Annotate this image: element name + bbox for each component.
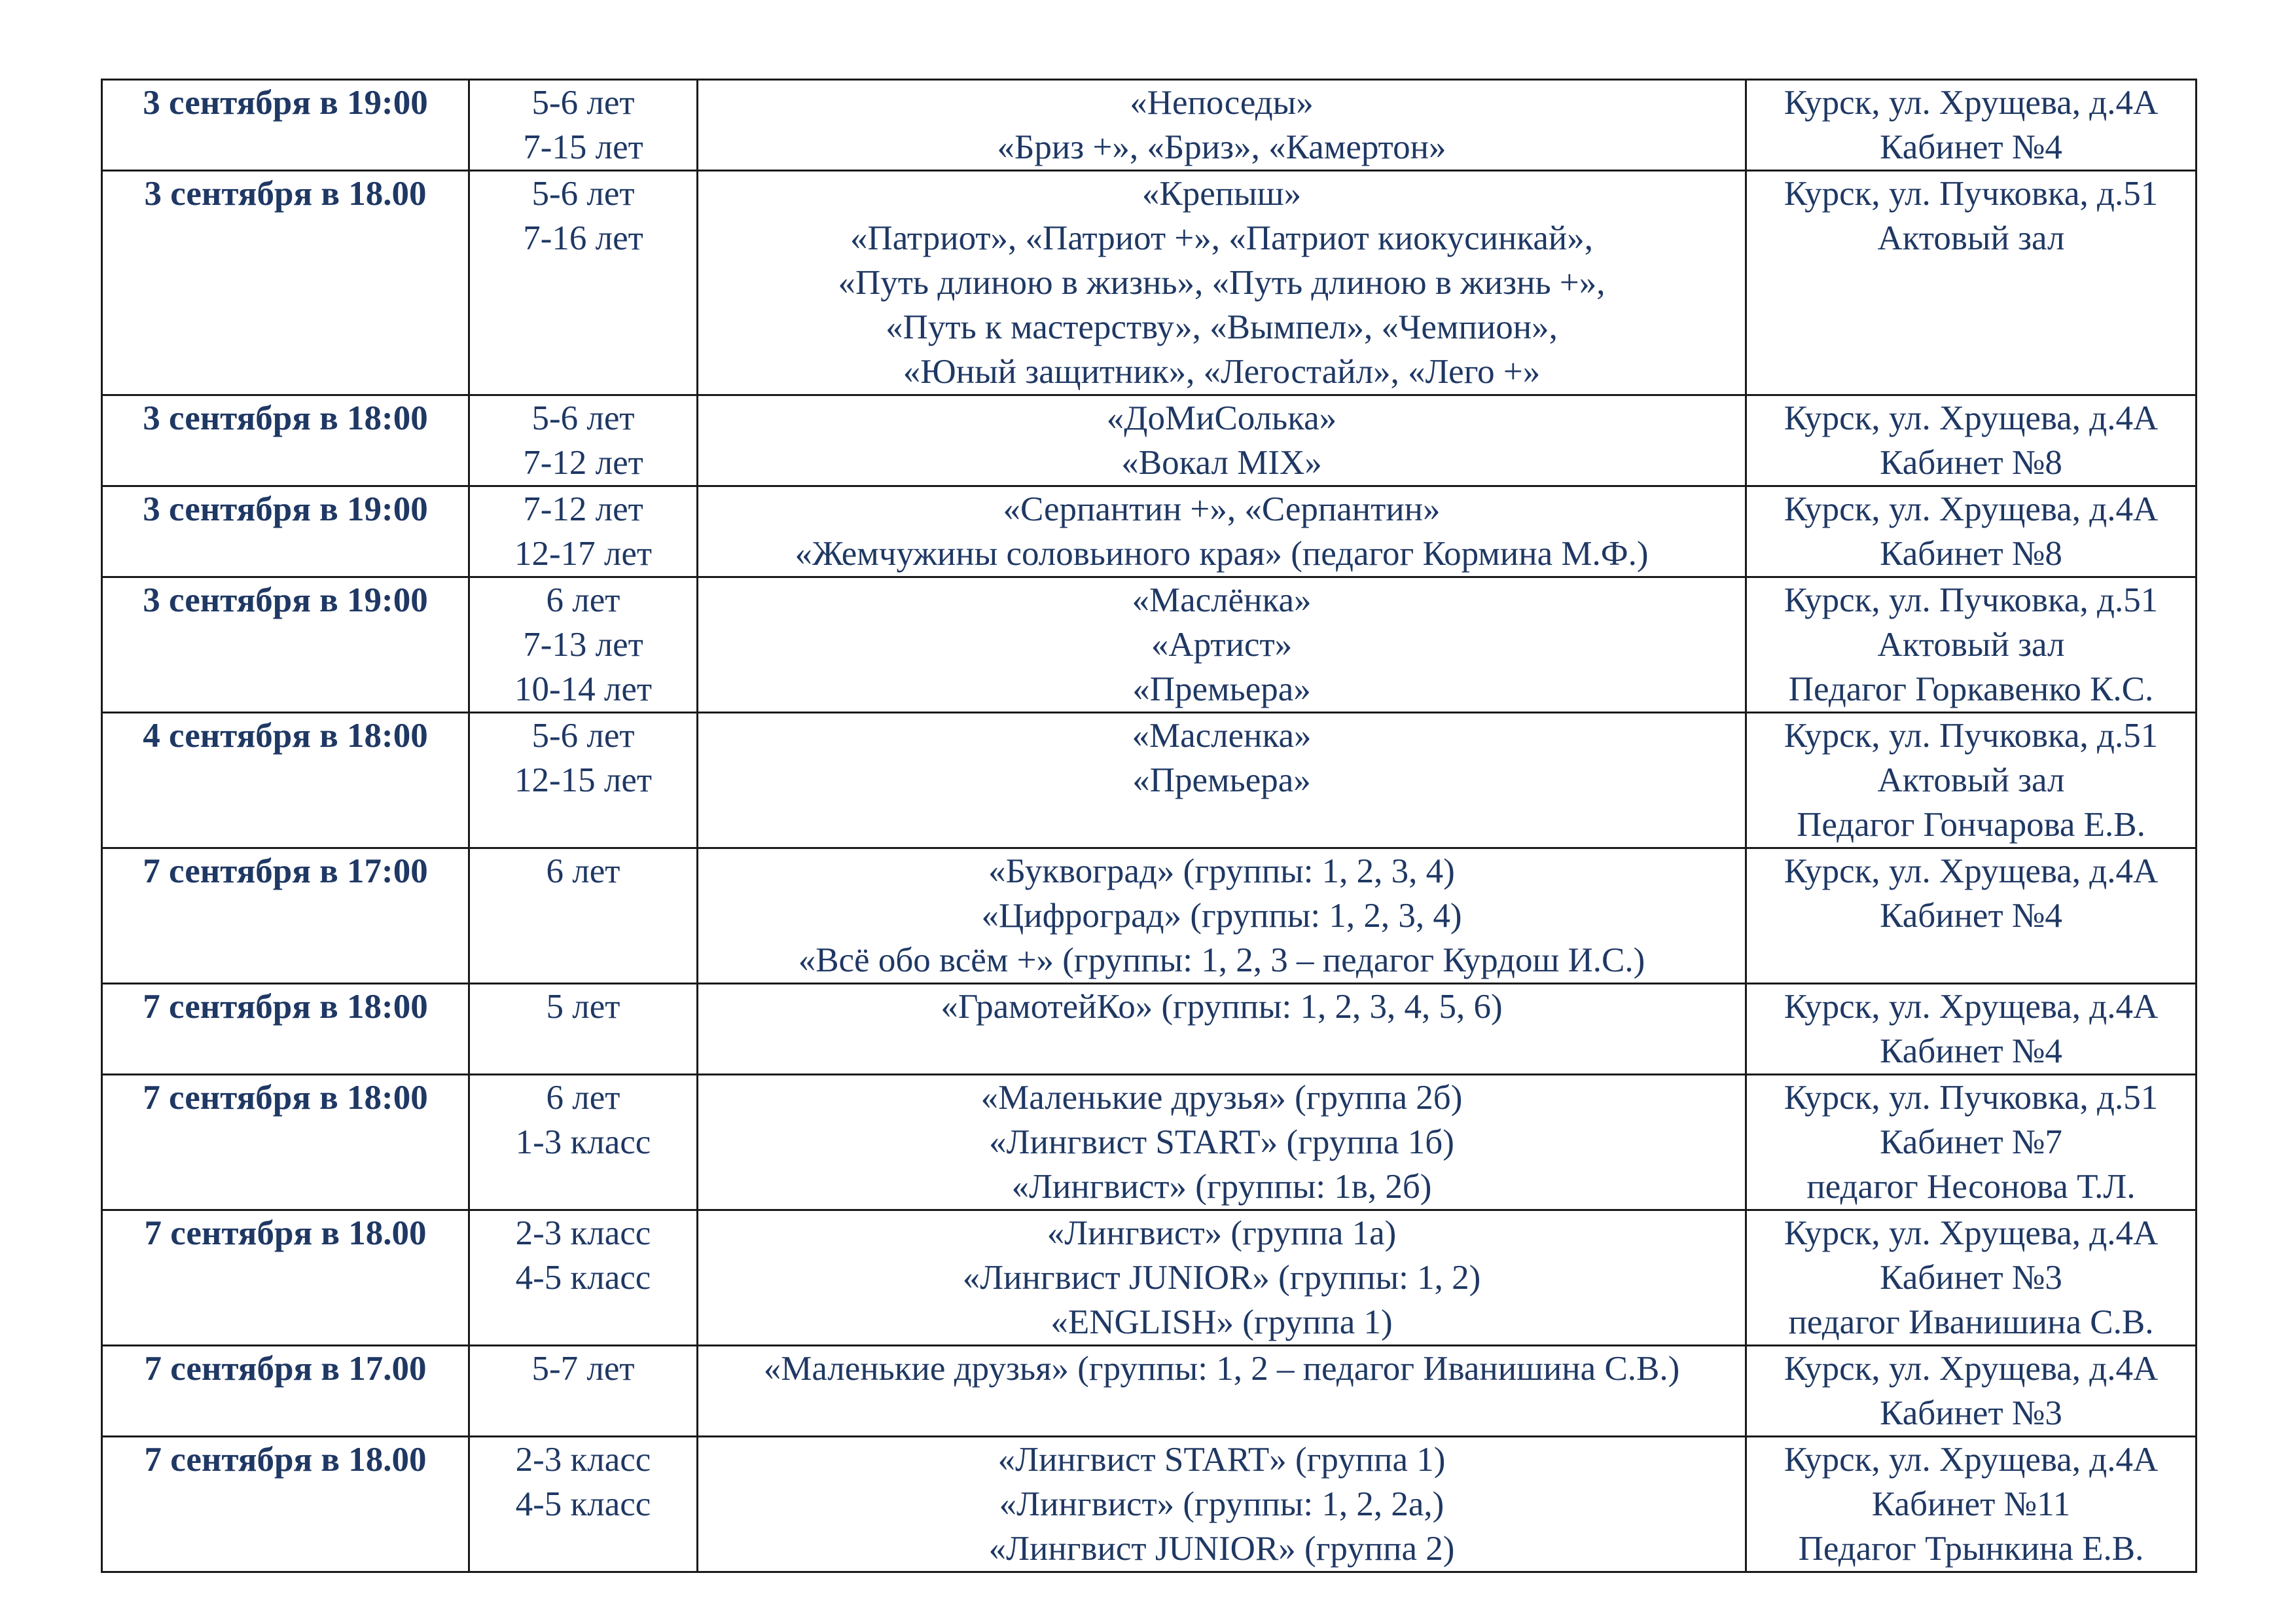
location-cell xyxy=(1746,848,2197,984)
age-line: 5-6 лет xyxy=(531,717,635,755)
schedule-row xyxy=(102,171,2197,395)
programs-cell xyxy=(698,171,1746,395)
schedule-row xyxy=(102,577,2197,713)
location-cell xyxy=(1746,486,2197,577)
program-line: «Премьера» xyxy=(1132,670,1311,708)
program-line: «Вокал MIX» xyxy=(1121,444,1322,482)
location-line: Кабинет №3 xyxy=(1880,1394,2062,1432)
programs-cell xyxy=(698,486,1746,577)
program-line: «Маленькие друзья» (группа 2б) xyxy=(980,1079,1463,1117)
location-line: Педагог Гончарова Е.В. xyxy=(1797,806,2145,844)
location-line: Кабинет №4 xyxy=(1880,1032,2062,1070)
ages-cell xyxy=(469,1437,698,1572)
location-line: Курск, ул. Хрущева, д.4А xyxy=(1784,490,2159,528)
location-cell xyxy=(1746,395,2197,486)
location-cell xyxy=(1746,577,2197,713)
location-cell xyxy=(1746,1346,2197,1437)
location-line: Актовый зал xyxy=(1877,219,2065,257)
program-line: «Бриз +», «Бриз», «Камертон» xyxy=(997,128,1446,166)
age-line: 7-12 лет xyxy=(523,490,643,528)
location-line: педагог Иванишина С.В. xyxy=(1788,1303,2154,1341)
programs-cell xyxy=(698,1210,1746,1346)
location-line: Кабинет №3 xyxy=(1880,1259,2062,1297)
age-line: 2-3 класс xyxy=(515,1441,651,1479)
schedule-row xyxy=(102,80,2197,171)
program-line: «Маленькие друзья» (группы: 1, 2 – педагог Иванишина С.В.) xyxy=(763,1350,1680,1388)
age-line: 5-6 лет xyxy=(531,399,635,437)
location-line: Курск, ул. Хрущева, д.4А xyxy=(1784,988,2159,1026)
program-line: «ENGLISH» (группа 1) xyxy=(1050,1303,1393,1341)
age-line: 7-16 лет xyxy=(523,219,643,257)
date-cell xyxy=(102,1346,469,1437)
program-line: «Лингвист» (группы: 1в, 2б) xyxy=(1011,1168,1432,1206)
age-line: 7-12 лет xyxy=(523,444,643,482)
schedule-row xyxy=(102,1075,2197,1210)
date-text: 3 сентября в 18.00 xyxy=(144,175,427,213)
date-text: 4 сентября в 18:00 xyxy=(143,717,428,755)
date-cell xyxy=(102,984,469,1075)
date-text: 3 сентября в 18:00 xyxy=(143,399,428,437)
ages-cell xyxy=(469,486,698,577)
program-line: «Лингвист» (группы: 1, 2, 2а,) xyxy=(999,1485,1444,1523)
location-line: Курск, ул. Хрущева, д.4А xyxy=(1784,1441,2159,1479)
program-line: «Масленка» xyxy=(1132,717,1312,755)
date-cell xyxy=(102,577,469,713)
location-line: Курск, ул. Хрущева, д.4А xyxy=(1784,84,2159,122)
age-line: 5-6 лет xyxy=(531,84,635,122)
location-line: Курск, ул. Хрущева, д.4А xyxy=(1784,852,2159,890)
age-line: 7-15 лет xyxy=(523,128,643,166)
location-line: Курск, ул. Пучковка, д.51 xyxy=(1784,1079,2159,1117)
date-cell xyxy=(102,713,469,848)
location-line: Кабинет №7 xyxy=(1880,1123,2062,1161)
program-line: «Всё обо всём +» (группы: 1, 2, 3 – педагог Курдош И.С.) xyxy=(798,941,1645,979)
date-text: 3 сентября в 19:00 xyxy=(143,84,428,122)
location-cell xyxy=(1746,171,2197,395)
age-line: 2-3 класс xyxy=(515,1214,651,1252)
program-line: «Цифроград» (группы: 1, 2, 3, 4) xyxy=(981,897,1462,935)
program-line: «Лингвист START» (группа 1б) xyxy=(989,1123,1454,1161)
program-line: «ГрамотейКо» (группы: 1, 2, 3, 4, 5, 6) xyxy=(941,988,1503,1026)
schedule-row xyxy=(102,1346,2197,1437)
program-line: «Серпантин +», «Серпантин» xyxy=(1003,490,1441,528)
location-cell xyxy=(1746,984,2197,1075)
location-line: Кабинет №11 xyxy=(1871,1485,2071,1523)
location-cell xyxy=(1746,80,2197,171)
date-cell xyxy=(102,395,469,486)
programs-cell xyxy=(698,395,1746,486)
age-line: 1-3 класс xyxy=(515,1123,651,1161)
age-line: 10-14 лет xyxy=(514,670,653,708)
date-cell xyxy=(102,848,469,984)
program-line: «Путь к мастерству», «Вымпел», «Чемпион», xyxy=(886,308,1558,346)
location-line: Курск, ул. Хрущева, д.4А xyxy=(1784,399,2159,437)
program-line: «ДоМиСолька» xyxy=(1106,399,1337,437)
program-line: «Лингвист» (группа 1а) xyxy=(1047,1214,1397,1252)
program-line: «Премьера» xyxy=(1132,761,1311,799)
schedule-body xyxy=(102,80,2197,1572)
ages-cell xyxy=(469,713,698,848)
programs-cell xyxy=(698,1075,1746,1210)
program-line: «Крепыш» xyxy=(1141,175,1302,213)
location-cell xyxy=(1746,1075,2197,1210)
location-line: Курск, ул. Хрущева, д.4А xyxy=(1784,1214,2159,1252)
date-text: 7 сентября в 17:00 xyxy=(143,852,428,890)
programs-cell xyxy=(698,1346,1746,1437)
programs-cell xyxy=(698,848,1746,984)
age-line: 12-15 лет xyxy=(514,761,653,799)
programs-cell xyxy=(698,713,1746,848)
schedule-row xyxy=(102,486,2197,577)
program-line: «Артист» xyxy=(1151,626,1293,664)
program-line: «Лингвист JUNIOR» (группы: 1, 2) xyxy=(962,1259,1481,1297)
program-line: «Лингвист JUNIOR» (группа 2) xyxy=(988,1530,1455,1568)
location-line: Кабинет №4 xyxy=(1880,128,2062,166)
schedule-table xyxy=(101,79,2197,1573)
program-line: «Путь длиною в жизнь», «Путь длиною в жизнь +», xyxy=(838,264,1605,302)
ages-cell xyxy=(469,1075,698,1210)
location-line: Кабинет №4 xyxy=(1880,897,2062,935)
age-line: 4-5 класс xyxy=(515,1485,651,1523)
date-cell xyxy=(102,1437,469,1572)
age-line: 5-6 лет xyxy=(531,175,635,213)
date-cell xyxy=(102,1210,469,1346)
program-line: «Буквоград» (группы: 1, 2, 3, 4) xyxy=(988,852,1455,890)
date-cell xyxy=(102,80,469,171)
age-line: 7-13 лет xyxy=(523,626,643,664)
date-cell xyxy=(102,171,469,395)
program-line: «Непоседы» xyxy=(1130,84,1314,122)
program-line: «Лингвист START» (группа 1) xyxy=(997,1441,1446,1479)
schedule-row xyxy=(102,984,2197,1075)
location-line: педагог Несонова Т.Л. xyxy=(1806,1168,2136,1206)
location-cell xyxy=(1746,1437,2197,1572)
date-cell xyxy=(102,1075,469,1210)
date-text: 7 сентября в 18.00 xyxy=(144,1441,427,1479)
location-line: Курск, ул. Пучковка, д.51 xyxy=(1784,581,2159,619)
age-line: 6 лет xyxy=(546,1079,620,1117)
date-text: 3 сентября в 19:00 xyxy=(143,581,428,619)
program-line: «Юный защитник», «Легостайл», «Лего +» xyxy=(903,353,1541,391)
location-line: Актовый зал xyxy=(1877,626,2065,664)
ages-cell xyxy=(469,395,698,486)
ages-cell xyxy=(469,577,698,713)
ages-cell xyxy=(469,1210,698,1346)
age-line: 12-17 лет xyxy=(514,535,653,573)
programs-cell xyxy=(698,1437,1746,1572)
schedule-row xyxy=(102,1210,2197,1346)
ages-cell xyxy=(469,1346,698,1437)
ages-cell xyxy=(469,80,698,171)
programs-cell xyxy=(698,984,1746,1075)
ages-cell xyxy=(469,984,698,1075)
date-text: 7 сентября в 18:00 xyxy=(143,988,428,1026)
schedule-row xyxy=(102,713,2197,848)
age-line: 5-7 лет xyxy=(531,1350,635,1388)
ages-cell xyxy=(469,848,698,984)
ages-cell xyxy=(469,171,698,395)
program-line: «Жемчужины соловьиного края» (педагог Кормина М.Ф.) xyxy=(795,535,1649,573)
location-line: Курск, ул. Пучковка, д.51 xyxy=(1784,717,2159,755)
location-cell xyxy=(1746,713,2197,848)
location-cell xyxy=(1746,1210,2197,1346)
location-line: Курск, ул. Пучковка, д.51 xyxy=(1784,175,2159,213)
schedule-row xyxy=(102,848,2197,984)
location-line: Педагог Трынкина Е.В. xyxy=(1798,1530,2144,1568)
program-line: «Патриот», «Патриот +», «Патриот киокусинкай», xyxy=(850,219,1594,257)
age-line: 5 лет xyxy=(546,988,620,1026)
programs-cell xyxy=(698,577,1746,713)
location-line: Педагог Горкавенко К.С. xyxy=(1788,670,2154,708)
schedule-row xyxy=(102,1437,2197,1572)
program-line: «Маслёнка» xyxy=(1132,581,1312,619)
date-text: 7 сентября в 18.00 xyxy=(144,1214,427,1252)
programs-cell xyxy=(698,80,1746,171)
schedule-row xyxy=(102,395,2197,486)
location-line: Кабинет №8 xyxy=(1880,444,2062,482)
date-cell xyxy=(102,486,469,577)
date-text: 7 сентября в 17.00 xyxy=(144,1350,427,1388)
location-line: Кабинет №8 xyxy=(1880,535,2062,573)
age-line: 6 лет xyxy=(546,852,620,890)
age-line: 6 лет xyxy=(546,581,620,619)
location-line: Актовый зал xyxy=(1877,761,2065,799)
date-text: 7 сентября в 18:00 xyxy=(143,1079,428,1117)
date-text: 3 сентября в 19:00 xyxy=(143,490,428,528)
location-line: Курск, ул. Хрущева, д.4А xyxy=(1784,1350,2159,1388)
age-line: 4-5 класс xyxy=(515,1259,651,1297)
